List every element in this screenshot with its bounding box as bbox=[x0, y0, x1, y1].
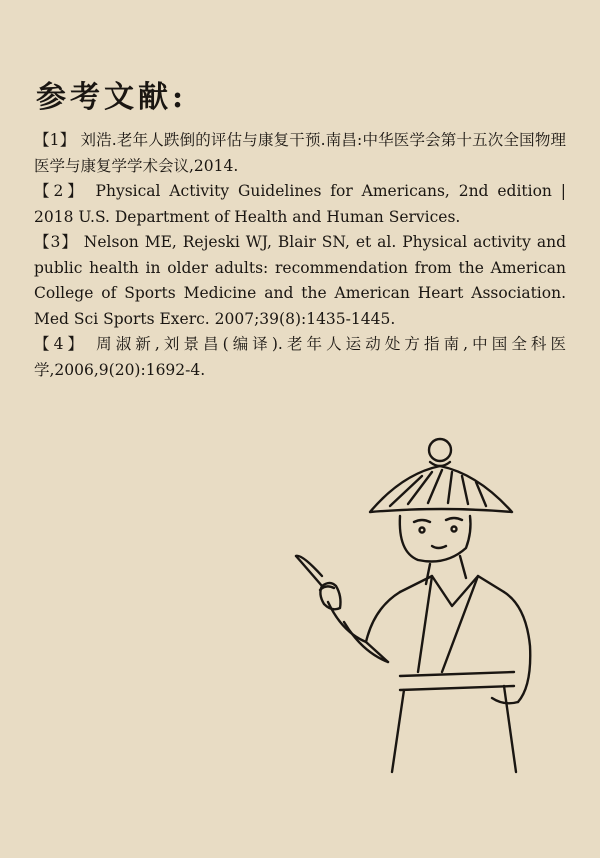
reference-item-4: 【4】 周淑新,刘景昌(编译).老年人运动处方指南,中国全科医学,2006,9(20):1692-4. bbox=[34, 335, 566, 379]
pointing-scholar-illustration bbox=[282, 436, 552, 776]
scholar-figure-drawing bbox=[282, 436, 552, 776]
reference-item-3: 【3】 Nelson ME, Rejeski WJ, Blair SN, et al. Physical activity and public health in older adults: recommendation from the American College of Sports Medicine and the American Heart Association. Med Sci Sports Exerc. 2007;39(8):1435-1445. bbox=[34, 233, 566, 328]
reference-list bbox=[34, 128, 566, 383]
hair-bun-icon bbox=[429, 439, 451, 461]
reference-item-1: 【1】 刘浩.老年人跌倒的评估与康复干预.南昌:中华医学会第十五次全国物理医学与康复学学术会议,2014. bbox=[34, 131, 566, 175]
reference-item-2: 【2】 Physical Activity Guidelines for Americans, 2nd edition | 2018 U.S. Department of Health and Human Services. bbox=[34, 182, 566, 226]
face-icon bbox=[400, 516, 471, 562]
references-heading: 参考文献: bbox=[36, 80, 188, 115]
